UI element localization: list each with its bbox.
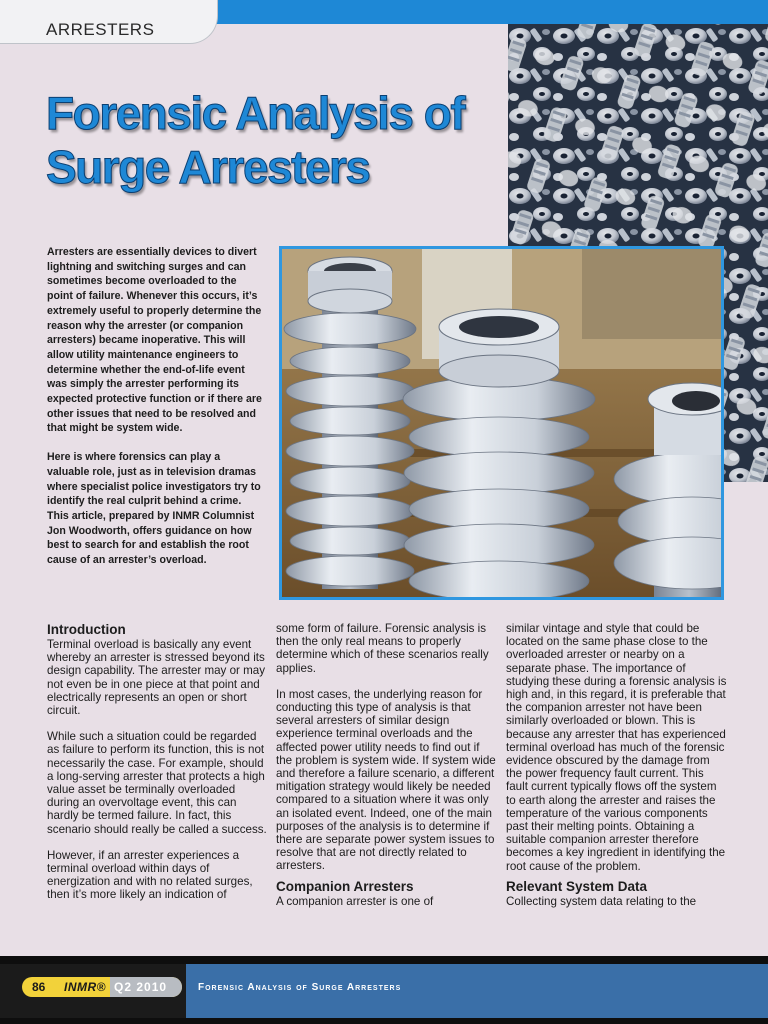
article-title [46, 86, 464, 194]
running-title: Forensic Analysis of Surge Arresters [198, 982, 402, 993]
magazine-brand: INMR® [64, 980, 107, 994]
title-line-1: Forensic Analysis of [46, 87, 465, 139]
article-intro [47, 245, 265, 582]
col2-paragraph-1: some form of failure. Forensic analysis is then the only real means to properly determine which of these scenarios really applies. [276, 622, 489, 675]
section-label: ARRESTERS [46, 20, 155, 39]
page-number: 86 [32, 980, 46, 994]
col2-paragraph-3: A companion arrester is one of [276, 894, 434, 908]
body-column-2 [276, 622, 498, 921]
col1-paragraph-2: While such a situation could be regarded as failure to perform its function, this is not necessarily the case. For example, should a long-serving arrester that protects a high value asset be terminally overloaded during an overvoltage event, this can hardly be termed failure. In fact, this scenario should really be called a success. [47, 730, 267, 836]
col3-paragraph-1: similar vintage and style that could be located on the same phase close to the overloaded arrester or nearby on a separate phase. The importance of studying these during a forensic analysis is high and, in this regard, it is preferable that the companion arrester not have been similarly overloaded or blown. This is because any arrester that has experienced terminal overload has much of the forensic evidence obscured by the damage from the power frequency fault current. This fault current typically flows off the system to earth along the arrester and raises the temperature of the various components past their melting points. Obtaining a suitable companion arrester therefore becomes a key ingredient in identifying the root cause of the problem. [506, 622, 727, 873]
col3-paragraph-2: Collecting system data relating to the [506, 894, 697, 908]
intro-paragraph-2: Here is where forensics can play a valuable role, just as in television dramas where specialist police investigators try to identify the real culprit behind a crime. This article, prepared by INMR Columnist Jon Woodworth, offers guidance on how best to search for and establish the root cause of an arrester’s overload. [47, 451, 261, 567]
arresters-photo [279, 246, 724, 600]
issue-label: Q2 2010 [114, 980, 168, 994]
col2-paragraph-2: In most cases, the underlying reason for conducting this type of analysis is that several arresters of similar design experience terminal overloads and the affected power utility needs to find out if the problem is system wide. If system wide and therefore a failure scenario, a different mitigation strategy would likely be needed compared to a situation where it was only an isolated event. Indeed, one of the main purposes of the analysis is to determine if there are separate power system issues to resolve that are not directly related to arresters. [276, 687, 496, 873]
heading-introduction: Introduction [47, 622, 126, 637]
header-accent-bar [210, 0, 768, 24]
body-column-3 [506, 622, 728, 921]
intro-paragraph-1: Arresters are essentially devices to divert lightning and switching surges and can sometimes become overloaded to the point of failure. Whenever this occurs, it’s extremely useful to properly determine the reason why the arrester (or companion arresters) became inoperative. This will allow utility maintenance engineers to determine whether the end-of-life event was simply the arrester performing its expected protective function or if there are other issues that need to be resolved and that might be system wide. [47, 246, 262, 435]
body-column-1 [47, 622, 269, 915]
heading-companion-arresters: Companion Arresters [276, 878, 414, 894]
heading-relevant-system-data: Relevant System Data [506, 878, 648, 894]
section-tab [0, 0, 218, 44]
title-line-2: Surge Arresters [46, 141, 370, 193]
col1-paragraph-3: However, if an arrester experiences a terminal overload within days of energization and with no related surges, then it’s more likely an indication of [47, 848, 253, 902]
col1-paragraph-1: Terminal overload is basically any event whereby an arrester is stressed beyond its design capability. The arrester may or may not even be in one piece at that point and electrically represents an open or short circuit. [47, 638, 266, 718]
arresters-illustration [282, 249, 721, 597]
